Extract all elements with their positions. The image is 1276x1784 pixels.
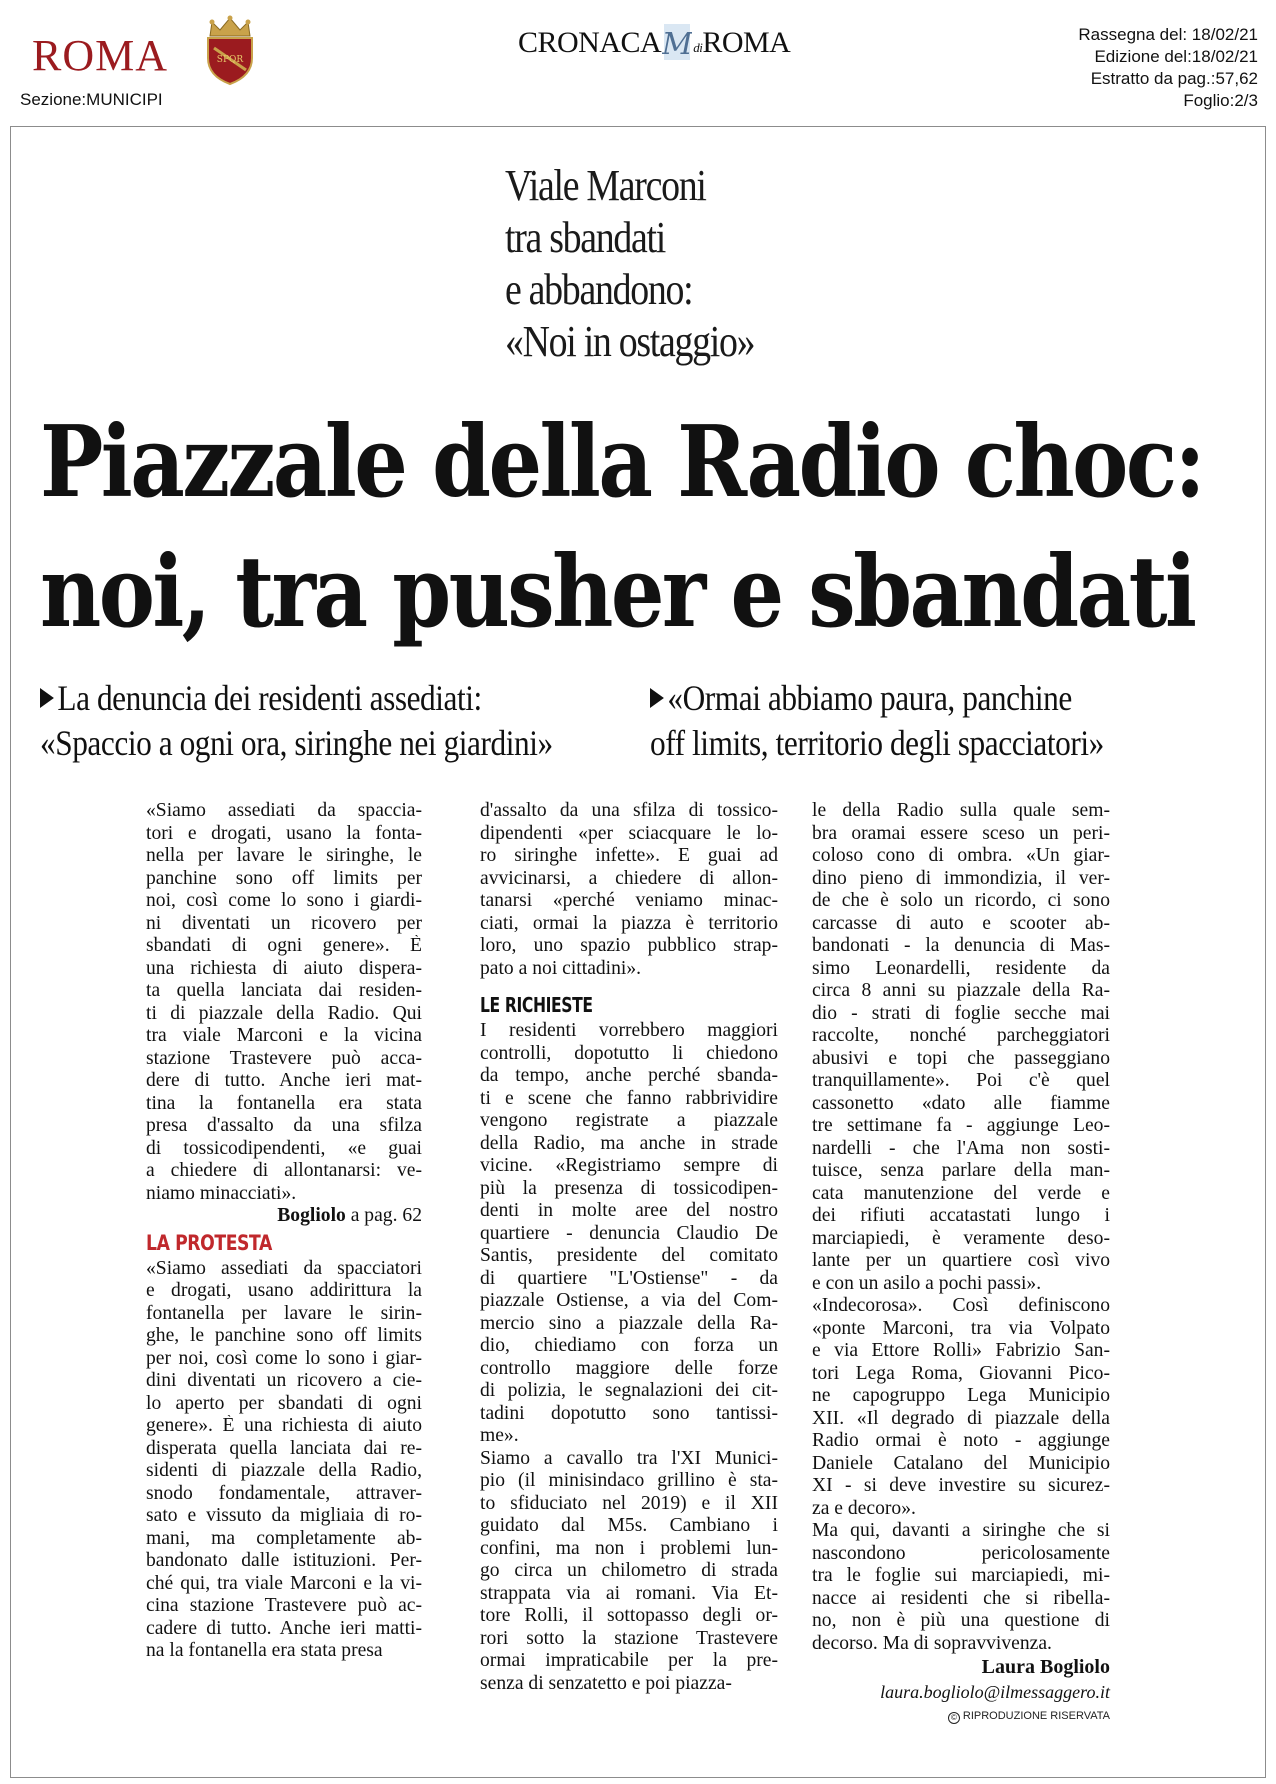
- text-line: loro, uno spazio pubblico strap-: [480, 935, 778, 956]
- text-line: rori sotto la stazione Trastevere: [480, 1627, 778, 1649]
- text-line: controllo maggiore delle forze: [480, 1357, 778, 1379]
- text-line: tore Rolli, il sottopasso degli or-: [480, 1605, 778, 1626]
- text-line: lante per un quartiere così vivo: [812, 1250, 1110, 1271]
- article-column-2: [480, 800, 778, 1695]
- text-line: snodo fondamentale, attraver-: [146, 1482, 422, 1504]
- text-line: tre settimane fa - aggiunge Leo-: [812, 1115, 1110, 1136]
- text-line: ne capogruppo Lega Municipio: [812, 1385, 1110, 1406]
- text-line: le della Radio sulla quale sem-: [812, 800, 1110, 821]
- text-line: presa d'assalto da una sfilza: [146, 1115, 422, 1136]
- text-line: bandonato dalle istituzioni. Per-: [146, 1550, 422, 1571]
- masthead-right: ROMA: [702, 26, 791, 59]
- summary-line: «Ormai abbiamo paura, panchine: [667, 678, 1072, 718]
- byline-name: Bogliolo: [277, 1205, 346, 1226]
- copyright-notice: [812, 1705, 1110, 1727]
- text-line: bra oramai essere sceso un peri-: [812, 822, 1110, 844]
- text-line: guidato dal M5s. Cambiano i: [480, 1515, 778, 1536]
- text-line: una richiesta di aiuto dispera-: [146, 957, 422, 979]
- copyright-icon: ©: [948, 1712, 960, 1724]
- section-label: Sezione:MUNICIPI: [20, 90, 163, 109]
- summary-line: La denuncia dei residenti assediati:: [57, 678, 482, 718]
- svg-text:SPQR: SPQR: [216, 55, 244, 65]
- article-kicker: [505, 160, 935, 368]
- text-line: strappata via ai romani. Via Et-: [480, 1582, 778, 1604]
- text-line: decorso. Ma di sopravvivenza.: [812, 1632, 1052, 1654]
- text-line: sato e vissuto da migliaia di ro-: [146, 1505, 422, 1526]
- meta-estratto: Estratto da pag.:57,62: [1090, 69, 1258, 88]
- headline-line: noi, tra pusher e sbandati: [40, 535, 1195, 650]
- text-line: confini, ma non i problemi lun-: [480, 1537, 778, 1559]
- text-line: tori e drogati, usano la fonta-: [146, 822, 422, 844]
- text-line: stazione Trastevere può acca-: [146, 1047, 422, 1069]
- text-line: no, non è più una questione di: [812, 1610, 1110, 1631]
- roma-logo: ROMA: [32, 31, 169, 80]
- text-line: bandonati - la denuncia di Mas-: [812, 935, 1110, 956]
- text-line: nascondono pericolosamente: [812, 1542, 1110, 1564]
- text-line: ni diventati un ricovero per: [146, 912, 422, 934]
- text-line: «Siamo assediati da spacciatori: [146, 1257, 422, 1279]
- text-line: di tossicodipendenti, «e guai: [146, 1137, 422, 1159]
- text-line: cadere di tutto. Anche ieri matti-: [146, 1617, 422, 1639]
- text-line: sidenti di piazzale della Radio,: [146, 1460, 422, 1481]
- text-line: za e decoro».: [812, 1497, 916, 1519]
- text-line: genere». È una richiesta di aiuto: [146, 1415, 422, 1436]
- text-line: per noi, così come lo sono i giar-: [146, 1347, 422, 1369]
- subhead-le-richieste: LE RICHIESTE: [480, 993, 593, 1017]
- text-line: denti in molte aree del nostro: [480, 1200, 778, 1221]
- text-line: lo aperto per sbandati di ogni: [146, 1392, 422, 1414]
- article-headline: [40, 398, 1240, 658]
- text-line: e drogati, usano addirittura la: [146, 1280, 422, 1301]
- text-line: senza di senzatetto e poi piazza-: [480, 1672, 732, 1694]
- clipping-header: [0, 0, 1276, 128]
- text-line: dini diventati un ricovero a cie-: [146, 1370, 422, 1391]
- masthead: [518, 22, 790, 62]
- masthead-left: CRONACA: [518, 26, 662, 59]
- text-line: circa 8 anni su piazzale della Ra-: [812, 980, 1110, 1001]
- text-line: avvicinarsi, a chiedere di allon-: [480, 867, 778, 889]
- summary-line: off limits, territorio degli spacciatori»: [650, 723, 1104, 763]
- text-line: XI - si deve investire su sicurez-: [812, 1475, 1110, 1496]
- text-line: sbandati di ogni genere». È: [146, 935, 422, 956]
- text-line: da tempo, anche perché sbanda-: [480, 1065, 778, 1086]
- text-line: dei rifiuti accatastati lungo i: [812, 1205, 1110, 1226]
- author-name: Laura Bogliolo: [981, 1656, 1110, 1678]
- text-line: tanarsi «perché veniamo minac-: [480, 890, 778, 911]
- text-line: go circa un chilometro di strada: [480, 1560, 778, 1581]
- kicker-line: tra sbandati: [505, 213, 666, 262]
- text-line: fontanella per lavare le sirin-: [146, 1302, 422, 1324]
- text-line: ti di piazzale della Radio. Qui: [146, 1002, 422, 1024]
- headline-line: Piazzale della Radio choc:: [40, 405, 1204, 520]
- text-line: «Indecorosa». Così definiscono: [812, 1295, 1110, 1316]
- text-line: noi, così come lo sono i giardi-: [146, 890, 422, 911]
- text-line: dio, chiediamo con forza un: [480, 1335, 778, 1356]
- text-line: mani, ma completamente ab-: [146, 1527, 422, 1549]
- text-line: niamo minacciati».: [146, 1182, 297, 1204]
- text-line: ciati, ormai la piazza è territorio: [480, 912, 778, 934]
- text-line: pato a noi cittadini».: [480, 957, 642, 979]
- rights-text: RIPRODUZIONE RISERVATA: [962, 1710, 1110, 1722]
- text-line: pio (il minisindaco grillino è sta-: [480, 1470, 778, 1491]
- text-line: raccolte, nonché parcheggiatori: [812, 1025, 1110, 1046]
- text-line: e via Ettore Rolli» Fabrizio San-: [812, 1340, 1110, 1361]
- text-line: carcasse di auto e scooter ab-: [812, 912, 1110, 934]
- text-line: tuisce, senza parlare della man-: [812, 1160, 1110, 1181]
- text-line: a chiedere di allontanarsi: ve-: [146, 1160, 422, 1181]
- text-line: dino pieno di immondizia, il ver-: [812, 867, 1110, 889]
- article-column-3: [812, 800, 1110, 1727]
- text-line: ti e scene che fanno rabbrividire: [480, 1087, 778, 1109]
- text-line: nella per lavare le siringhe, le: [146, 845, 422, 866]
- text-line: controlli, dopotutto li chiedono: [480, 1042, 778, 1064]
- text-line: I residenti vorrebbero maggiori: [480, 1020, 778, 1041]
- text-line: nacce ai residenti che si ribella-: [812, 1587, 1110, 1609]
- text-line: quartiere - denuncia Claudio De: [480, 1222, 778, 1244]
- text-line: ta quella lanciata dai residen-: [146, 980, 422, 1001]
- masthead-di: di: [693, 40, 703, 55]
- text-line: disperata quella lanciata dai re-: [146, 1437, 422, 1459]
- text-line: coloso cono di ombra. «Un giar-: [812, 845, 1110, 866]
- text-line: «ponte Marconi, tra via Volpato: [812, 1317, 1110, 1339]
- text-line: simo Leonardelli, residente da: [812, 957, 1110, 979]
- meta-edizione: Edizione del:18/02/21: [1094, 47, 1258, 66]
- text-line: Ma qui, davanti a siringhe che si: [812, 1520, 1110, 1541]
- text-line: di polizia, le segnalazioni dei cit-: [480, 1380, 778, 1401]
- text-line: tra viale Marconi e la vicina: [146, 1025, 422, 1046]
- text-line: dipendenti «per sciacquare le lo-: [480, 822, 778, 844]
- kicker-line: «Noi in ostaggio»: [505, 317, 755, 366]
- text-line: vengono registrate a piazzale: [480, 1110, 778, 1131]
- text-line: Santis, presidente del comitato: [480, 1245, 778, 1266]
- triangle-bullet-icon: [650, 688, 664, 708]
- kicker-line: Viale Marconi: [505, 161, 706, 210]
- text-line: panchine sono off limits per: [146, 867, 422, 889]
- summary-line: «Spaccio a ogni ora, siringhe nei giardini»: [40, 723, 553, 763]
- text-line: me».: [480, 1425, 519, 1446]
- summary-right: [650, 676, 1240, 766]
- text-line: d'assalto da una sfilza di tossico-: [480, 800, 778, 821]
- author-email: laura.bogliolo@ilmessaggero.it: [880, 1682, 1110, 1702]
- text-line: ro siringhe infette». E guai ad: [480, 845, 778, 866]
- text-line: nardelli - che l'Ama non sosti-: [812, 1137, 1110, 1159]
- byline-ref: [146, 1205, 422, 1228]
- text-line: marciapiedi, è veramente deso-: [812, 1227, 1110, 1249]
- spqr-crest-icon: [200, 14, 260, 86]
- text-line: Siamo a cavallo tra l'XI Munici-: [480, 1447, 778, 1469]
- kicker-line: e abbandono:: [505, 265, 693, 314]
- text-line: tori Lega Roma, Giovanni Pico-: [812, 1362, 1110, 1384]
- text-line: tina la fontanella era stata: [146, 1092, 422, 1114]
- text-line: di quartiere "L'Ostiense" - da: [480, 1267, 778, 1289]
- text-line: ormai impraticabile per la pre-: [480, 1650, 778, 1671]
- triangle-bullet-icon: [40, 688, 54, 708]
- text-line: to sfiduciato nel 2019) e il XII: [480, 1492, 778, 1514]
- text-line: «Siamo assediati da spaccia-: [146, 800, 422, 821]
- text-line: tra le foglie sui marciapiedi, mi-: [812, 1565, 1110, 1586]
- text-line: XII. «Il degrado di piazzale della: [812, 1407, 1110, 1429]
- text-line: tranquillamente». Poi c'è quel: [812, 1070, 1110, 1091]
- summary-left: [40, 676, 630, 766]
- text-line: della Radio, ma anche in strade: [480, 1132, 778, 1154]
- text-line: e con un asilo a pochi passi».: [812, 1272, 1042, 1294]
- text-line: vicine. «Registriamo sempre di: [480, 1155, 778, 1176]
- text-line: na la fontanella era stata presa: [146, 1640, 383, 1661]
- text-line: cata manutenzione del verde e: [812, 1182, 1110, 1204]
- text-line: abusivi e topi che passeggiano: [812, 1047, 1110, 1069]
- clipping-meta: [1078, 24, 1258, 112]
- byline-page: a pag. 62: [345, 1205, 422, 1226]
- text-line: Daniele Catalano del Municipio: [812, 1452, 1110, 1474]
- text-line: mercio sino a piazzale della Ra-: [480, 1312, 778, 1334]
- text-line: dio - strati di foglie secche mai: [812, 1002, 1110, 1024]
- text-line: de che è solo un ricordo, ci sono: [812, 890, 1110, 911]
- text-line: tadini dopotutto sono tantissi-: [480, 1402, 778, 1424]
- text-line: cassonetto «dato alle fiamme: [812, 1092, 1110, 1114]
- subhead-la-protesta: LA PROTESTA: [146, 1230, 272, 1255]
- text-line: piazzale Ostiense, a via del Com-: [480, 1290, 778, 1311]
- meta-rassegna: Rassegna del: 18/02/21: [1078, 25, 1258, 44]
- text-line: cina stazione Trastevere può ac-: [146, 1595, 422, 1616]
- text-line: più la presenza di tossicodipen-: [480, 1177, 778, 1199]
- svg-text:M: M: [662, 27, 693, 62]
- messaggero-monogram-icon: [662, 22, 692, 62]
- text-line: Radio ormai è noto - aggiunge: [812, 1430, 1110, 1451]
- article-column-1: [146, 800, 422, 1663]
- text-line: ché qui, tra viale Marconi e la vi-: [146, 1572, 422, 1594]
- meta-foglio: Foglio:2/3: [1183, 91, 1258, 110]
- text-line: dere di tutto. Anche ieri mat-: [146, 1070, 422, 1091]
- text-line: ghe, le panchine sono off limits: [146, 1325, 422, 1346]
